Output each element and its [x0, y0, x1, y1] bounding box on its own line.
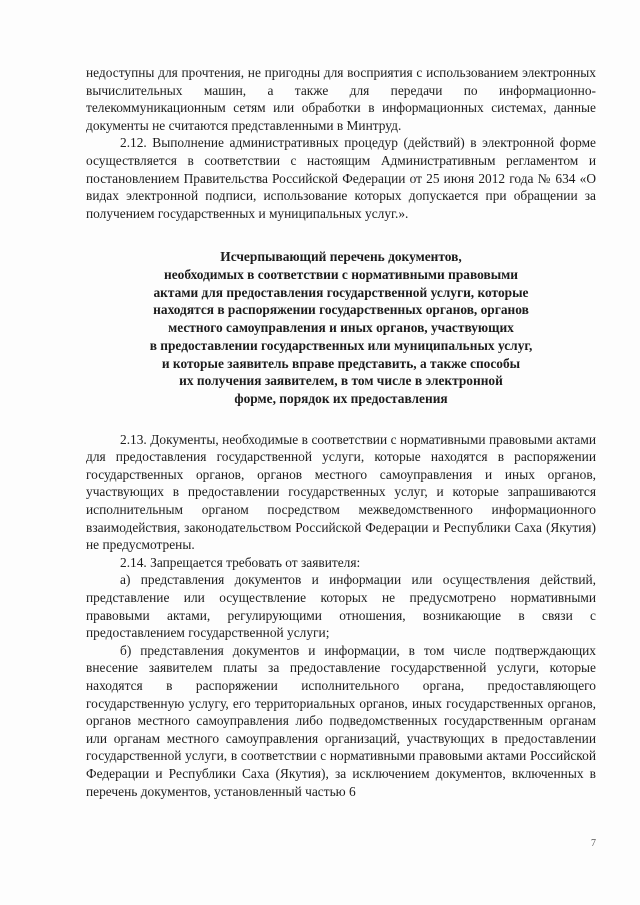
heading-line: в предоставлении государственных или муниципальных услуг,: [149, 337, 533, 353]
heading-line: актами для предоставления государственной услуги, которые: [153, 284, 529, 300]
heading-line: находятся в распоряжении государственных органов, органов: [153, 302, 529, 318]
heading-line: местного самоуправления и иных органов, участвующих: [168, 320, 514, 336]
page-number: 7: [591, 838, 596, 849]
paragraph: 2.14. Запрещается требовать от заявителя:: [120, 554, 361, 570]
paragraph: недоступны для прочтения, не пригодны для восприятия с использованием электронных вычислительных машин, а также для передачи по информационно-телекоммуникационным сетям или обработки в информационных системах, данные документы не считаются представленными в Минтруд.: [86, 65, 596, 133]
heading-line: Исчерпывающий перечень документов,: [220, 249, 462, 265]
paragraph: а) представления документов и информации или осуществления действий, представление или осуществление которых не предусмотрено нормативными правовыми актами, регулирующими отношения, возникающие в связи с предоставлением государственной услуги;: [86, 572, 596, 641]
paragraphs-before-heading: [86, 64, 596, 222]
paragraph: 2.12. Выполнение административных процедур (действий) в электронной форме осуществляется в соответствии с настоящим Административным регламентом и постановлением Правительства Российской Федерации от 25 июня 2012 года № 634 «О видах электронной подписи, использование которых допускается при обращении за получением государственных и муниципальных услуг.».: [86, 135, 596, 221]
document-body: [86, 64, 596, 800]
paragraphs-after-heading: [86, 431, 596, 800]
heading-line: необходимых в соответствии с нормативными правовыми: [164, 267, 518, 283]
section-heading: [86, 248, 596, 407]
paragraph: 2.13. Документы, необходимые в соответствии с нормативными правовыми актами для предоставления государственной услуги, которые находятся в распоряжении государственных органов, органов местного самоуправления и иных органов, участвующих в предоставлении государственных услуг, и которые запрашиваются исполнительным органом посредством межведомственного информационного взаимодействия, законодательством Российской Федерации и Республики Саха (Якутия) не предусмотрены.: [86, 431, 596, 553]
paragraph: б) представления документов и информации, в том числе подтверждающих внесение заявителем платы за предоставление государственной услуги, которые находятся в распоряжении исполнительного органа, предоставляющего государственную услугу, его территориальных органов, иных государственных органов, органов местного самоуправления либо подведомственных государственным органам или органам местного самоуправления организаций, участвующих в предоставлении государственной услуги, в соответствии с нормативными правовыми актами Российской Федерации и Республики Саха (Якутия), за исключением документов, включенных в перечень документов, установленный частью 6: [86, 642, 596, 799]
heading-line: и которые заявитель вправе представить, а также способы: [161, 355, 521, 371]
heading-line: форме, порядок их предоставления: [234, 390, 448, 406]
heading-line: их получения заявителем, в том числе в электронной: [179, 373, 503, 389]
